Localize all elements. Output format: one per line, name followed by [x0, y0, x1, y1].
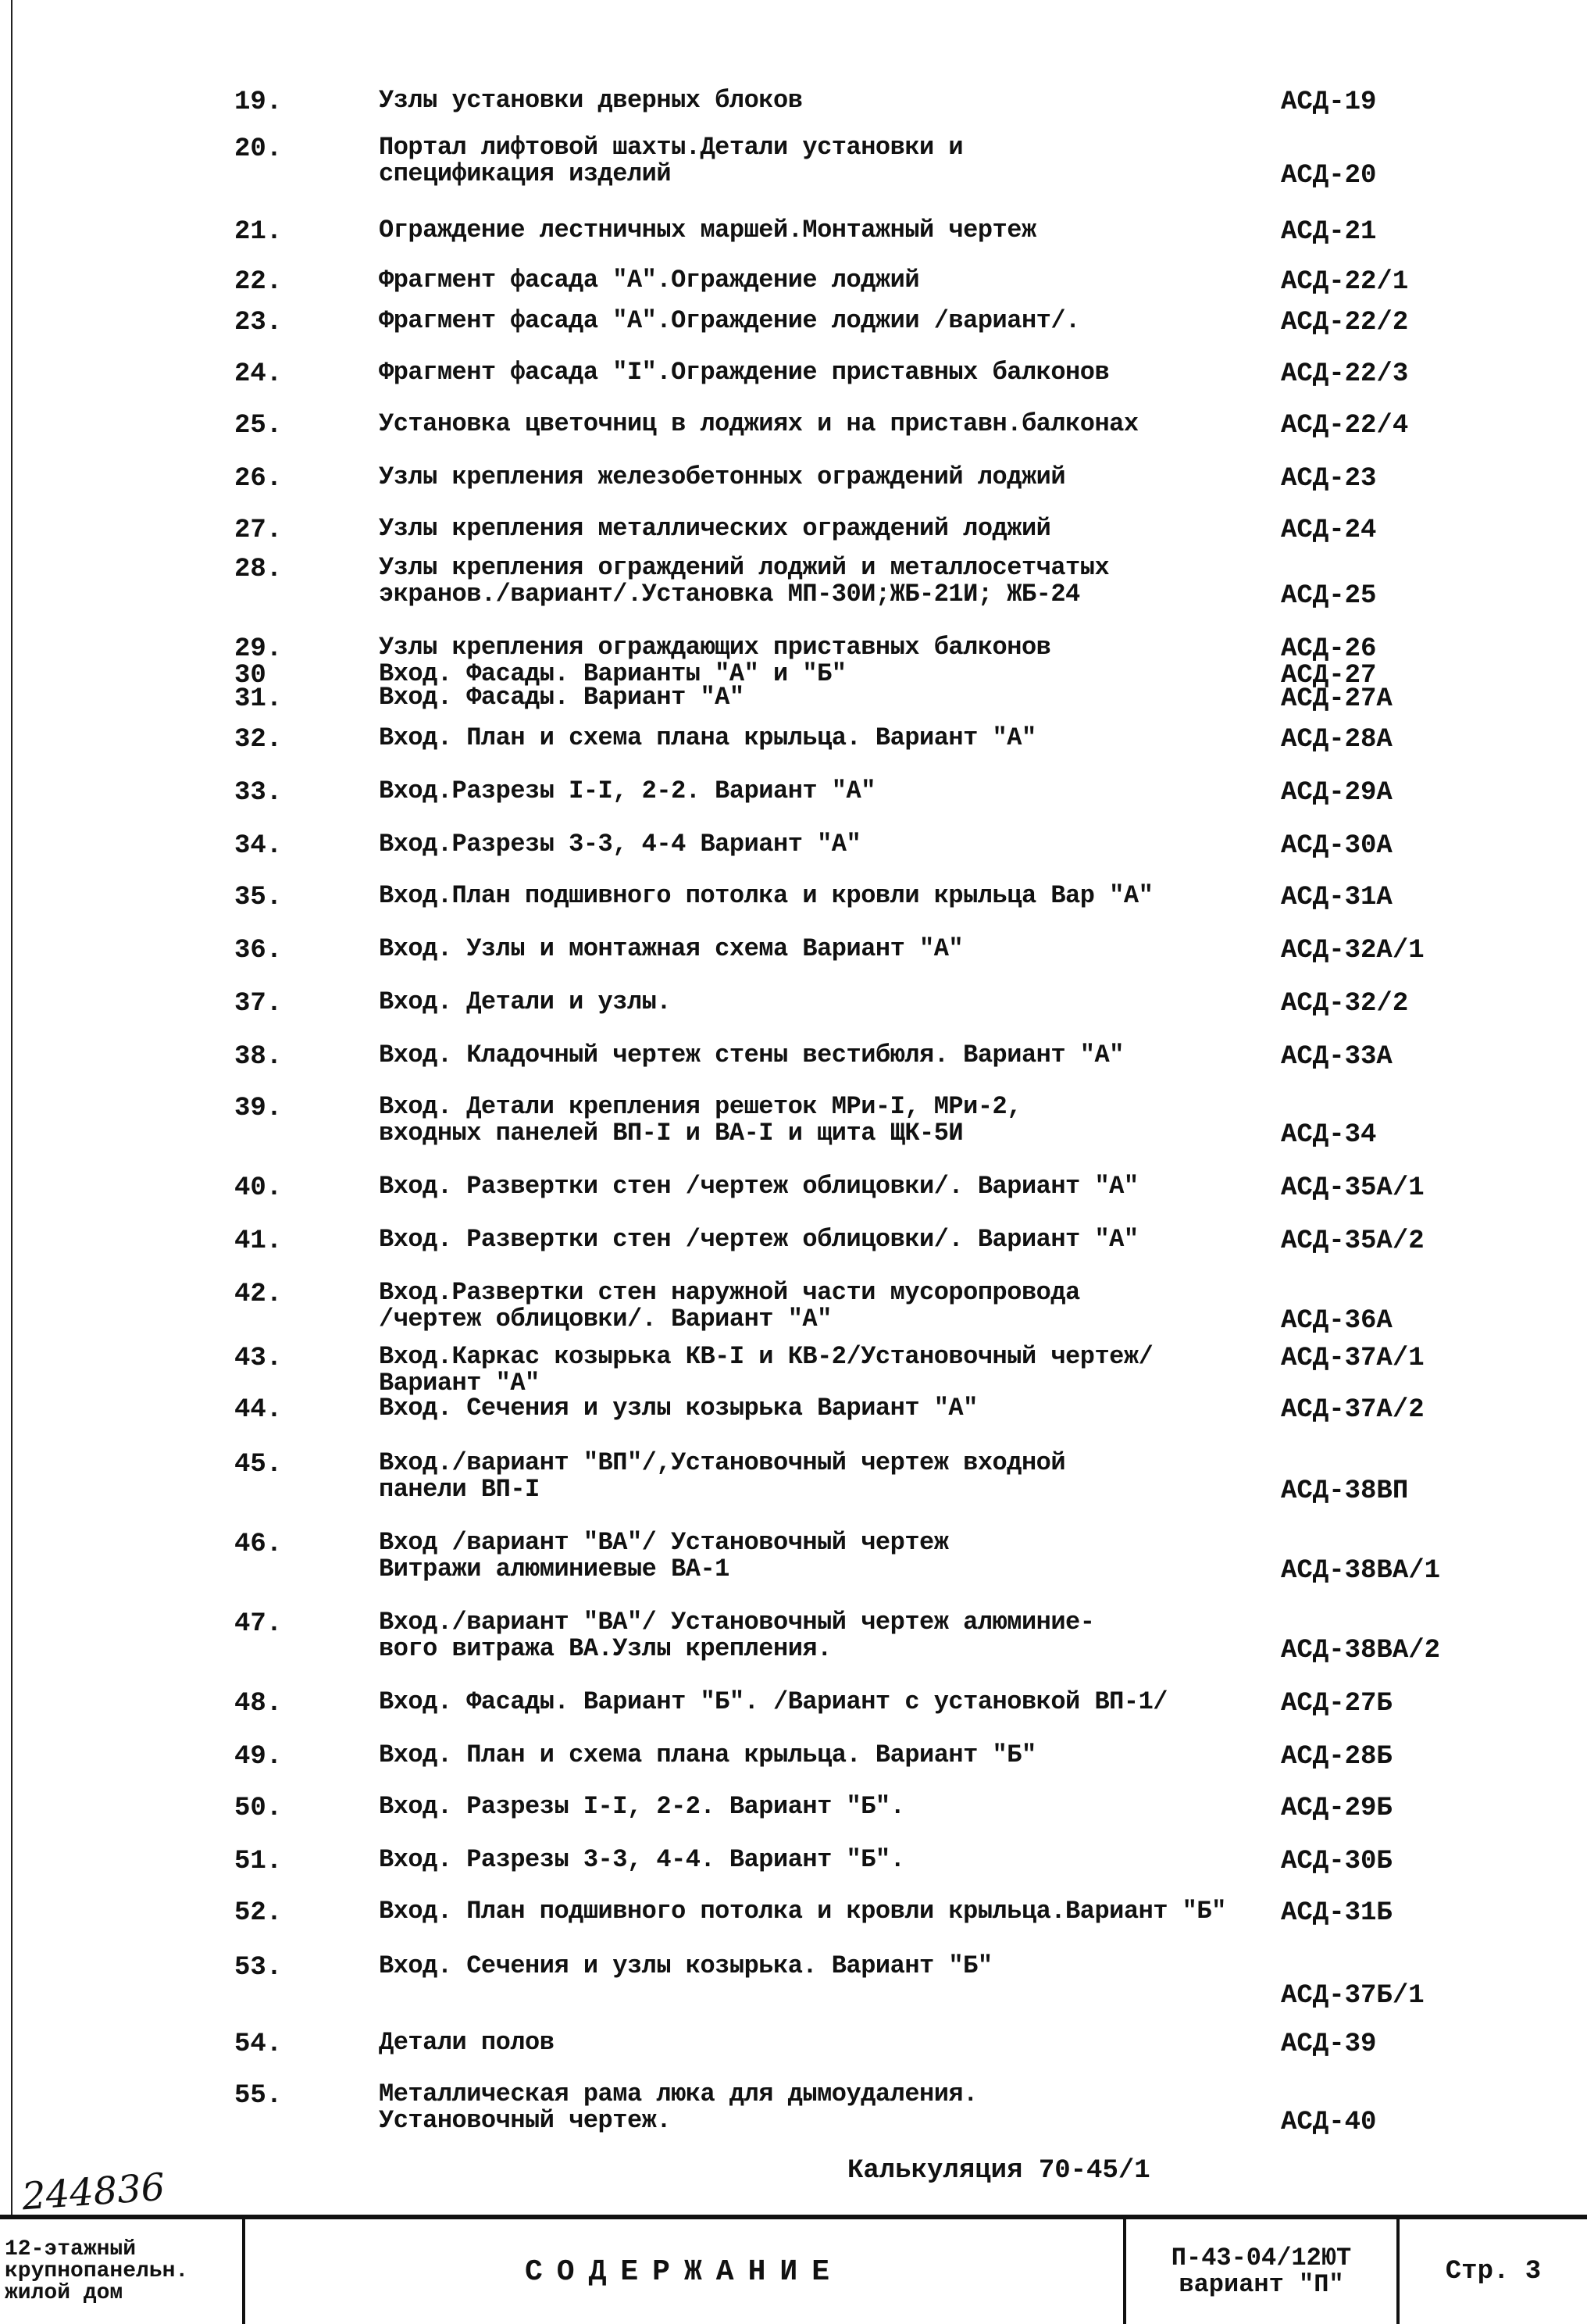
entry-sheet-code: АСД-38ВП	[1281, 1476, 1409, 1506]
document-title: СОДЕРЖАНИЕ	[245, 2219, 1126, 2324]
entry-number: 51.	[234, 1847, 283, 1876]
entry-sheet-code: АСД-31Б	[1281, 1898, 1393, 1928]
entry-description: Детали полов	[379, 2028, 555, 2057]
entry-description: Вход./вариант "ВП"/,Установочный чертеж входной панели ВП-I	[379, 1448, 1066, 1504]
entry-description: Вход. Фасады. Вариант "А"	[379, 683, 744, 712]
entry-sheet-code: АСД-30Б	[1281, 1847, 1393, 1876]
entry-description: Фрагмент фасада "I".Ограждение приставных балконов	[379, 358, 1110, 387]
entry-number: 37.	[234, 989, 283, 1019]
entry-number: 30	[234, 661, 266, 691]
entry-number: 25.	[234, 411, 283, 441]
entry-number: 36.	[234, 936, 283, 966]
entry-number: 50.	[234, 1794, 283, 1823]
entry-description: Узлы крепления ограждающих приставных балконов	[379, 633, 1051, 662]
entry-description: Вход. Детали крепления решеток МРи-I, МРи-2, входных панелей ВП-I и ВА-I и щита ЩК-5И	[379, 1092, 1022, 1148]
entry-number: 55.	[234, 2081, 283, 2111]
entry-number: 49.	[234, 1742, 283, 1772]
entry-sheet-code: АСД-19	[1281, 87, 1377, 117]
entry-description: Ограждение лестничных маршей.Монтажный чертеж	[379, 216, 1036, 245]
entry-number: 47.	[234, 1609, 283, 1639]
entry-number: 42.	[234, 1280, 283, 1309]
entry-sheet-code: АСД-29А	[1281, 778, 1393, 808]
entry-number: 22.	[234, 267, 283, 297]
entry-description: Вход. Разрезы I-I, 2-2. Вариант "Б".	[379, 1792, 905, 1821]
entry-description: Вход.Каркас козырька КВ-I и КВ-2/Установочный чертеж/ Вариант "А"	[379, 1342, 1154, 1398]
entry-sheet-code: АСД-38ВА/1	[1281, 1556, 1441, 1586]
entry-description: Вход. План и схема плана крыльца. Вариант "Б"	[379, 1740, 1036, 1769]
entry-sheet-code: АСД-40	[1281, 2108, 1377, 2137]
entry-number: 46.	[234, 1530, 283, 1559]
entry-sheet-code: АСД-27А	[1281, 684, 1393, 714]
entry-number: 28.	[234, 555, 283, 584]
entry-description: Металлическая рама люка для дымоудаления. Установочный чертеж.	[379, 2079, 978, 2135]
entry-sheet-code: АСД-25	[1281, 581, 1377, 611]
entry-sheet-code: АСД-35А/1	[1281, 1173, 1425, 1203]
entry-sheet-code: АСД-28А	[1281, 725, 1393, 755]
entry-sheet-code: АСД-37А/1	[1281, 1344, 1425, 1373]
entry-number: 34.	[234, 831, 283, 861]
entry-description: Вход.Разрезы 3-3, 4-4 Вариант "А"	[379, 830, 861, 859]
entry-sheet-code: АСД-21	[1281, 217, 1377, 247]
entry-number: 39.	[234, 1094, 283, 1123]
entry-sheet-code: АСД-23	[1281, 464, 1377, 494]
entry-sheet-code: АСД-22/2	[1281, 308, 1409, 337]
entry-number: 21.	[234, 217, 283, 247]
entry-number: 31.	[234, 684, 283, 714]
entry-description: Вход. Сечения и узлы козырька. Вариант "Б"	[379, 1951, 993, 1980]
entry-number: 54.	[234, 2029, 283, 2059]
entry-number: 48.	[234, 1689, 283, 1719]
entry-sheet-code: АСД-32А/1	[1281, 936, 1425, 966]
entry-description: Вход.Разрезы I-I, 2-2. Вариант "А"	[379, 776, 876, 805]
entry-sheet-code: АСД-31А	[1281, 883, 1393, 912]
entry-sheet-code: АСД-27Б	[1281, 1689, 1393, 1719]
entry-number: 43.	[234, 1344, 283, 1373]
entry-sheet-code: АСД-32/2	[1281, 989, 1409, 1019]
entry-number: 41.	[234, 1226, 283, 1256]
entry-sheet-code: АСД-20	[1281, 161, 1377, 191]
entry-description: Вход. Кладочный чертеж стены вестибюля. Вариант "А"	[379, 1041, 1124, 1069]
entry-number: 19.	[234, 87, 283, 117]
entry-sheet-code: АСД-30А	[1281, 831, 1393, 861]
building-type: 12-этажный крупнопанельн. жилой дом	[0, 2219, 245, 2324]
entry-number: 26.	[234, 464, 283, 494]
entry-number: 32.	[234, 725, 283, 755]
entry-description: Вход.Развертки стен наружной части мусоропровода /чертеж облицовки/. Вариант "А"	[379, 1278, 1080, 1333]
entry-description: Узлы крепления железобетонных ограждений лоджий	[379, 462, 1066, 491]
entry-sheet-code: АСД-26	[1281, 634, 1377, 664]
entry-number: 35.	[234, 883, 283, 912]
entry-number: 53.	[234, 1953, 283, 1983]
page-border	[11, 0, 12, 2215]
entry-description: Вход. Узлы и монтажная схема Вариант "А"	[379, 934, 964, 963]
entry-description: Вход. Сечения и узлы козырька Вариант "А"	[379, 1394, 978, 1423]
entry-description: Вход.План подшивного потолка и кровли крыльца Вар "А"	[379, 881, 1154, 910]
entry-description: Фрагмент фасада "А".Ограждение лоджии /вариант/.	[379, 306, 1080, 335]
entry-description: Вход. Фасады. Варианты "А" и "Б"	[379, 659, 847, 688]
entry-description: Узлы крепления металлических ограждений лоджий	[379, 514, 1051, 543]
entry-number: 40.	[234, 1173, 283, 1203]
entry-sheet-code: АСД-33А	[1281, 1042, 1393, 1072]
entry-description: Вход./вариант "ВА"/ Установочный чертеж алюминие- вого витража ВА.Узлы крепления.	[379, 1608, 1095, 1663]
entry-sheet-code: АСД-35А/2	[1281, 1226, 1425, 1256]
entry-description: Вход. Фасады. Вариант "Б". /Вариант с установкой ВП-1/	[379, 1687, 1168, 1716]
entry-description: Узлы крепления ограждений лоджий и металлосетчатых экранов./вариант/.Установка МП-30И;ЖБ-21И; ЖБ-24	[379, 553, 1110, 609]
title-block	[0, 2215, 1587, 2324]
entry-description: Вход. План подшивного потолка и кровли крыльца.Вариант "Б"	[379, 1897, 1226, 1926]
entry-description: Вход. Детали и узлы.	[379, 987, 672, 1016]
entry-sheet-code: АСД-37А/2	[1281, 1395, 1425, 1425]
entry-number: 38.	[234, 1042, 283, 1072]
entry-description: Вход. Развертки стен /чертеж облицовки/. Вариант "А"	[379, 1225, 1139, 1254]
entry-number: 24.	[234, 359, 283, 389]
entry-sheet-code: АСД-27	[1281, 661, 1377, 691]
entry-sheet-code: АСД-36А	[1281, 1306, 1393, 1336]
entry-number: 33.	[234, 778, 283, 808]
entry-description: Портал лифтовой шахты.Детали установки и спецификация изделий	[379, 133, 964, 188]
entry-number: 20.	[234, 134, 283, 164]
entry-description: Установка цветочниц в лоджиях и на приставн.балконах	[379, 409, 1139, 438]
entry-sheet-code: АСД-24	[1281, 516, 1377, 545]
entry-number: 29.	[234, 634, 283, 664]
entry-number: 27.	[234, 516, 283, 545]
entry-number: 52.	[234, 1898, 283, 1928]
entry-description: Узлы установки дверных блоков	[379, 86, 803, 115]
entry-description: Вход. Развертки стен /чертеж облицовки/. Вариант "А"	[379, 1172, 1139, 1201]
entry-description: Вход /вариант "ВА"/ Установочный чертеж Витражи алюминиевые ВА-1	[379, 1528, 949, 1583]
entry-sheet-code: АСД-38ВА/2	[1281, 1636, 1441, 1665]
project-code: П-43-04/12ЮТ вариант "П"	[1126, 2219, 1400, 2324]
entry-sheet-code: АСД-22/3	[1281, 359, 1409, 389]
entry-sheet-code: АСД-37Б/1	[1281, 1981, 1425, 2011]
inventory-number-handwritten: 244836	[20, 2165, 166, 2219]
entry-sheet-code: АСД-22/4	[1281, 411, 1409, 441]
entry-sheet-code: АСД-39	[1281, 2029, 1377, 2059]
entry-description: Вход. План и схема плана крыльца. Вариант "А"	[379, 723, 1036, 752]
calculation-reference: Калькуляция 70-45/1	[847, 2156, 1150, 2186]
entry-description: Вход. Разрезы 3-3, 4-4. Вариант "Б".	[379, 1845, 905, 1874]
entry-sheet-code: АСД-28Б	[1281, 1742, 1393, 1772]
entry-sheet-code: АСД-29Б	[1281, 1794, 1393, 1823]
entry-number: 44.	[234, 1395, 283, 1425]
entry-number: 45.	[234, 1450, 283, 1480]
entry-description: Фрагмент фасада "А".Ограждение лоджий	[379, 266, 920, 295]
entry-number: 23.	[234, 308, 283, 337]
entry-sheet-code: АСД-34	[1281, 1120, 1377, 1150]
page-number: Стр. 3	[1445, 2257, 1542, 2287]
entry-sheet-code: АСД-22/1	[1281, 267, 1409, 297]
